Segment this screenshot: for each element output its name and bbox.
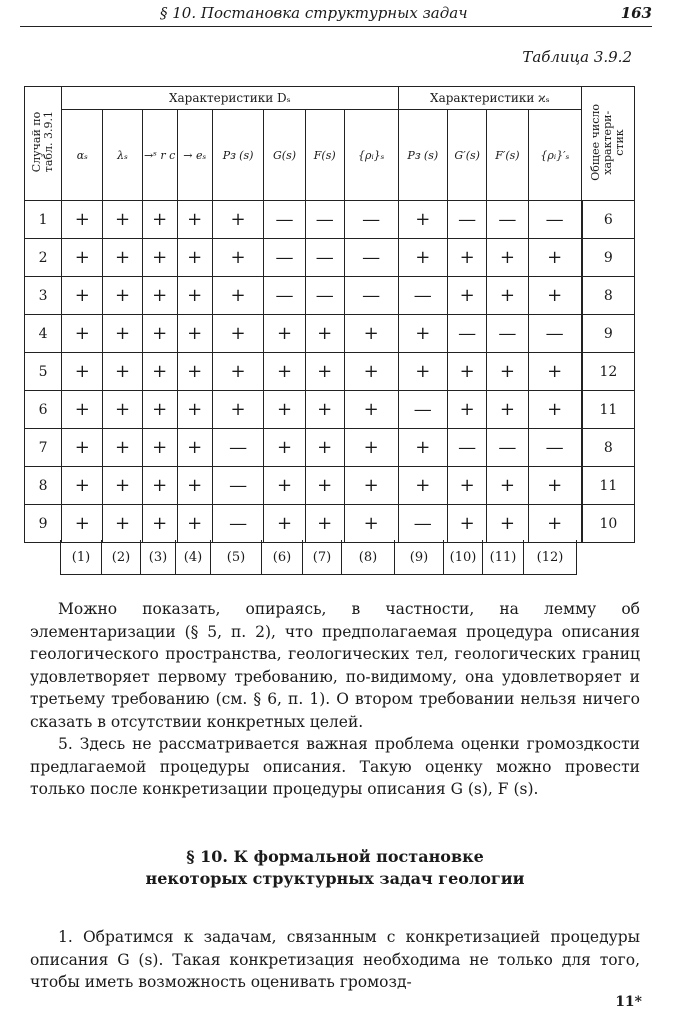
table-cell: + — [448, 505, 487, 543]
case-number: 1 — [25, 201, 62, 239]
table-cell: — — [528, 315, 582, 353]
table-cell: + — [344, 467, 398, 505]
table-cell: — — [344, 201, 398, 239]
table-cell: + — [528, 277, 582, 315]
column-index: (9) — [395, 540, 444, 575]
table-cell: — — [398, 505, 448, 543]
table-cell: — — [487, 201, 528, 239]
table-cell: + — [103, 201, 142, 239]
table-cell: + — [62, 201, 103, 239]
table-cell: + — [487, 353, 528, 391]
table-cell: — — [448, 201, 487, 239]
table-cell: + — [487, 467, 528, 505]
case-number: 2 — [25, 239, 62, 277]
table-cell: — — [487, 315, 528, 353]
table-cell: — — [212, 505, 264, 543]
case-number: 6 — [25, 391, 62, 429]
table-cell: — — [305, 239, 344, 277]
total-count: 6 — [582, 201, 635, 239]
table-cell: + — [528, 505, 582, 543]
page-number: 163 — [620, 4, 652, 22]
table-cell: + — [142, 353, 177, 391]
table-cell: + — [448, 467, 487, 505]
table-cell: + — [264, 391, 305, 429]
table-cell: + — [62, 429, 103, 467]
table-cell: — — [264, 239, 305, 277]
table-cell: + — [487, 391, 528, 429]
table-cell: — — [212, 429, 264, 467]
paragraph-3: 1. Обратимся к задачам, связанным с конкретизацией процедуры описания G (s). Такая конкретизация необходима не только для того, чтобы иметь возможность оценивать громозд- — [30, 928, 640, 991]
table-cell: + — [264, 505, 305, 543]
table-cell: + — [528, 467, 582, 505]
table-cell: + — [103, 505, 142, 543]
table-cell: + — [448, 391, 487, 429]
body-text-lower — [30, 926, 640, 994]
table-cell: + — [528, 391, 582, 429]
table-cell: + — [142, 201, 177, 239]
table-cell: + — [344, 505, 398, 543]
table-cell: + — [528, 239, 582, 277]
table-cell: + — [344, 353, 398, 391]
table-cell: + — [62, 239, 103, 277]
column-index: (12) — [524, 540, 577, 575]
table-cell: + — [103, 277, 142, 315]
case-number: 8 — [25, 467, 62, 505]
total-header — [582, 87, 635, 201]
section-title: § 10. Постановка структурных задач — [160, 4, 468, 22]
table-caption: Таблица 3.9.2 — [522, 48, 632, 66]
table-cell: + — [305, 315, 344, 353]
column-header: F′(s) — [487, 110, 528, 201]
table-cell: + — [398, 315, 448, 353]
table-cell: + — [142, 239, 177, 277]
column-index: (3) — [141, 540, 176, 575]
table-cell: + — [62, 391, 103, 429]
column-index: (11) — [483, 540, 524, 575]
heading-line-2: некоторых структурных задач геологии — [145, 869, 525, 888]
table-cell: + — [142, 505, 177, 543]
column-header: →ˢ r c — [142, 110, 177, 201]
table-cell: + — [398, 353, 448, 391]
column-index: (5) — [211, 540, 262, 575]
column-header: G′(s) — [448, 110, 487, 201]
table-cell: + — [212, 201, 264, 239]
table-cell: — — [448, 429, 487, 467]
table-cell: + — [177, 201, 212, 239]
table-cell: + — [142, 277, 177, 315]
table-cell: + — [398, 201, 448, 239]
paragraph-1: Можно показать, опираясь, в частности, на лемму об элементаризации (§ 5, п. 2), что предполагаемая процедура описания геологического пространства, геологических тел, геологических границ удовлетворяет первому требованию, по-видимому, она удовлетворяет и третьему требованию (см. § 6, п. 1). О втором требовании нельзя ничего сказать в отсутствии конкретных целей. — [30, 600, 640, 731]
table-cell: + — [264, 353, 305, 391]
table-cell: + — [398, 239, 448, 277]
column-header: G(s) — [264, 110, 305, 201]
column-header: αₛ — [62, 110, 103, 201]
table-cell: — — [398, 277, 448, 315]
table-cell: + — [103, 315, 142, 353]
table-cell: — — [305, 277, 344, 315]
table-cell: + — [487, 505, 528, 543]
table-cell: + — [528, 353, 582, 391]
table-cell: + — [264, 467, 305, 505]
table-cell: + — [305, 391, 344, 429]
table-cell: + — [62, 467, 103, 505]
column-index-row — [60, 540, 577, 575]
running-header — [20, 4, 652, 27]
total-count: 11 — [582, 391, 635, 429]
table-row — [25, 467, 635, 505]
table-cell: + — [177, 277, 212, 315]
table-cell: + — [264, 315, 305, 353]
table-cell: — — [528, 201, 582, 239]
table-cell: + — [398, 429, 448, 467]
table-cell: + — [305, 429, 344, 467]
table-row — [25, 353, 635, 391]
case-header-label: Случай по табл. 3.9.1 — [30, 111, 56, 173]
table-cell: + — [212, 391, 264, 429]
table-cell: + — [142, 391, 177, 429]
table-row — [25, 315, 635, 353]
case-number: 9 — [25, 505, 62, 543]
total-count: 12 — [582, 353, 635, 391]
table-cell: + — [212, 315, 264, 353]
table-cell: — — [344, 239, 398, 277]
table-cell: + — [62, 277, 103, 315]
table-cell: + — [305, 505, 344, 543]
table-cell: + — [142, 429, 177, 467]
table-cell: + — [62, 353, 103, 391]
total-count: 8 — [582, 277, 635, 315]
table-cell: + — [448, 353, 487, 391]
table-cell: + — [103, 467, 142, 505]
table-cell: — — [528, 429, 582, 467]
table-cell: + — [177, 239, 212, 277]
column-header: λₛ — [103, 110, 142, 201]
table-cell: — — [264, 201, 305, 239]
table-cell: — — [448, 315, 487, 353]
table-cell: + — [177, 467, 212, 505]
paragraph-2: 5. Здесь не рассматривается важная проблема оценки громоздкости предлагаемой процедуры описания. Такую оценку можно провести только после конкретизации процедуры описания G (s), F (s). — [30, 735, 640, 798]
total-header-label: Общее число характери- стик — [589, 103, 627, 181]
table-cell: + — [264, 429, 305, 467]
table-cell: + — [487, 239, 528, 277]
table-row — [25, 201, 635, 239]
table-cell: + — [103, 353, 142, 391]
table-cell: + — [344, 429, 398, 467]
total-count: 9 — [582, 239, 635, 277]
table-cell: — — [344, 277, 398, 315]
table-cell: + — [177, 429, 212, 467]
column-index: (6) — [262, 540, 303, 575]
total-count: 9 — [582, 315, 635, 353]
table-cell: + — [103, 239, 142, 277]
table-cell: + — [398, 467, 448, 505]
section-heading — [30, 846, 640, 890]
column-index: (4) — [176, 540, 211, 575]
table-row — [25, 239, 635, 277]
table-cell: + — [177, 505, 212, 543]
table-row — [25, 429, 635, 467]
characteristics-table — [24, 86, 635, 543]
table-cell: + — [448, 239, 487, 277]
table-cell: + — [62, 505, 103, 543]
case-header — [25, 87, 62, 201]
column-header: {ρᵢ}′ₛ — [528, 110, 582, 201]
table-cell: + — [177, 315, 212, 353]
case-number: 7 — [25, 429, 62, 467]
signature-mark: 11* — [615, 994, 642, 1010]
group-ds-header: Характеристики Dₛ — [62, 87, 398, 110]
heading-line-1: § 10. К формальной постановке — [186, 847, 484, 866]
case-number: 4 — [25, 315, 62, 353]
total-count: 10 — [582, 505, 635, 543]
table-cell: + — [103, 391, 142, 429]
column-header: Pᴈ (s) — [398, 110, 448, 201]
column-header: Pᴈ (s) — [212, 110, 264, 201]
table-row — [25, 391, 635, 429]
column-index: (2) — [102, 540, 141, 575]
column-index: (1) — [61, 540, 102, 575]
body-text-upper — [30, 598, 640, 801]
case-number: 3 — [25, 277, 62, 315]
table-cell: + — [305, 467, 344, 505]
column-index: (10) — [444, 540, 483, 575]
column-index: (8) — [342, 540, 395, 575]
column-header: {ρᵢ}ₛ — [344, 110, 398, 201]
table-cell: — — [212, 467, 264, 505]
column-header: → eₛ — [177, 110, 212, 201]
table-row — [25, 505, 635, 543]
table-cell: + — [177, 353, 212, 391]
table-cell: + — [177, 391, 212, 429]
group-kappa-header: Характеристики ϰₛ — [398, 87, 582, 110]
total-count: 11 — [582, 467, 635, 505]
case-number: 5 — [25, 353, 62, 391]
table-cell: + — [305, 353, 344, 391]
table-cell: — — [305, 201, 344, 239]
table-cell: — — [264, 277, 305, 315]
table-row — [25, 277, 635, 315]
total-count: 8 — [582, 429, 635, 467]
table-cell: + — [103, 429, 142, 467]
table-cell: + — [344, 391, 398, 429]
table-cell: + — [212, 239, 264, 277]
table-cell: + — [62, 315, 103, 353]
table-cell: + — [448, 277, 487, 315]
table-cell: + — [344, 315, 398, 353]
table-cell: + — [212, 277, 264, 315]
table-cell: — — [398, 391, 448, 429]
table-cell: — — [487, 429, 528, 467]
table-cell: + — [487, 277, 528, 315]
column-header: F(s) — [305, 110, 344, 201]
table-cell: + — [142, 467, 177, 505]
table-cell: + — [142, 315, 177, 353]
column-index: (7) — [303, 540, 342, 575]
table-cell: + — [212, 353, 264, 391]
